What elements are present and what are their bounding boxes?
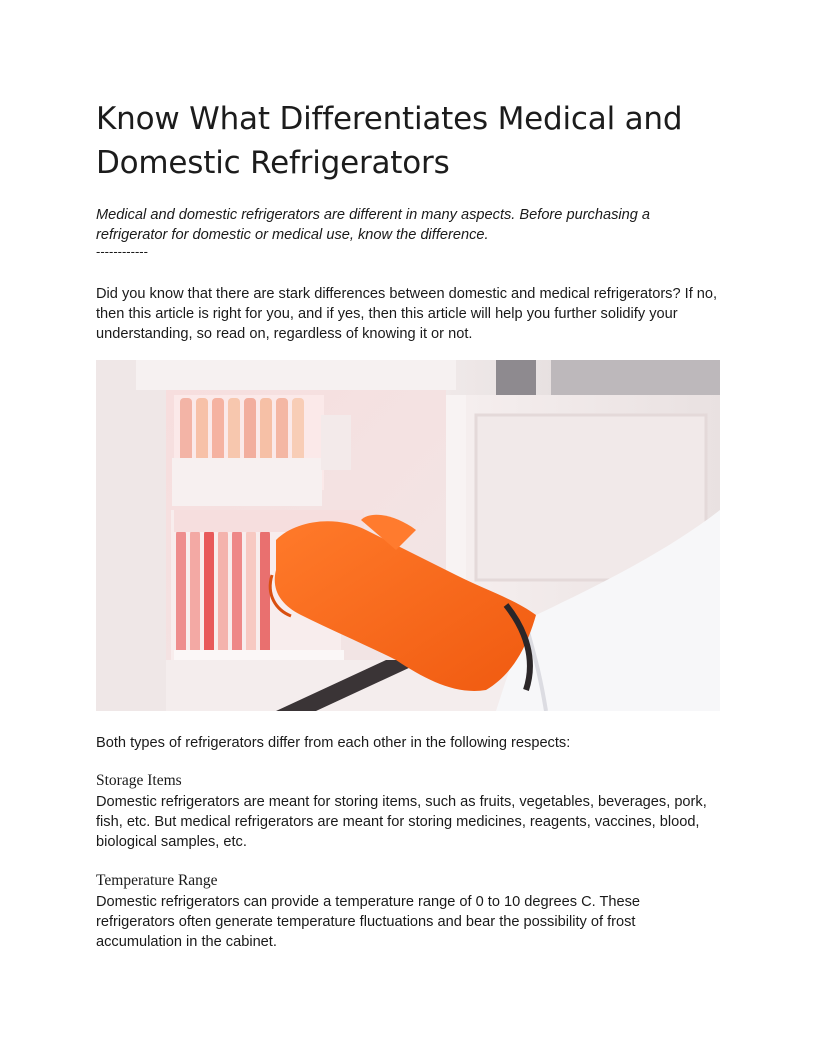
section-heading-storage: Storage Items xyxy=(96,772,182,789)
section-body-storage: Domestic refrigerators are meant for storing items, such as fruits, vegetables, beverages, pork, fish, etc. But medical refrigerators are meant for storing medicines, reagents, vaccines, blood, biological samples, etc. xyxy=(96,794,707,850)
section-divider: ------------ xyxy=(96,244,148,259)
article-title: Know What Differentiates Medical and Domestic Refrigerators xyxy=(96,101,683,181)
intro-paragraph: Did you know that there are stark differences between domestic and medical refrigerators? If no, then this article is right for you, and if yes, then this article will help you further solidify your understanding, so read on, regardless of knowing it or not. xyxy=(96,286,718,342)
article-subtitle: Medical and domestic refrigerators are different in many aspects. Before purchasing a refrigerator for domestic or medical use, know the difference. xyxy=(96,207,651,243)
section-heading-temperature: Temperature Range xyxy=(96,872,218,889)
section-body-temperature: Domestic refrigerators can provide a temperature range of 0 to 10 degrees C. These refrigerators often generate temperature fluctuations and bear the possibility of frost accumulation in the cabinet. xyxy=(96,894,641,950)
cabinet-side xyxy=(96,360,166,711)
lead-paragraph: Both types of refrigerators differ from each other in the following respects: xyxy=(96,735,571,751)
freezer-photo xyxy=(96,360,720,711)
wall-strip xyxy=(551,360,720,400)
cabinet-top xyxy=(136,360,456,390)
